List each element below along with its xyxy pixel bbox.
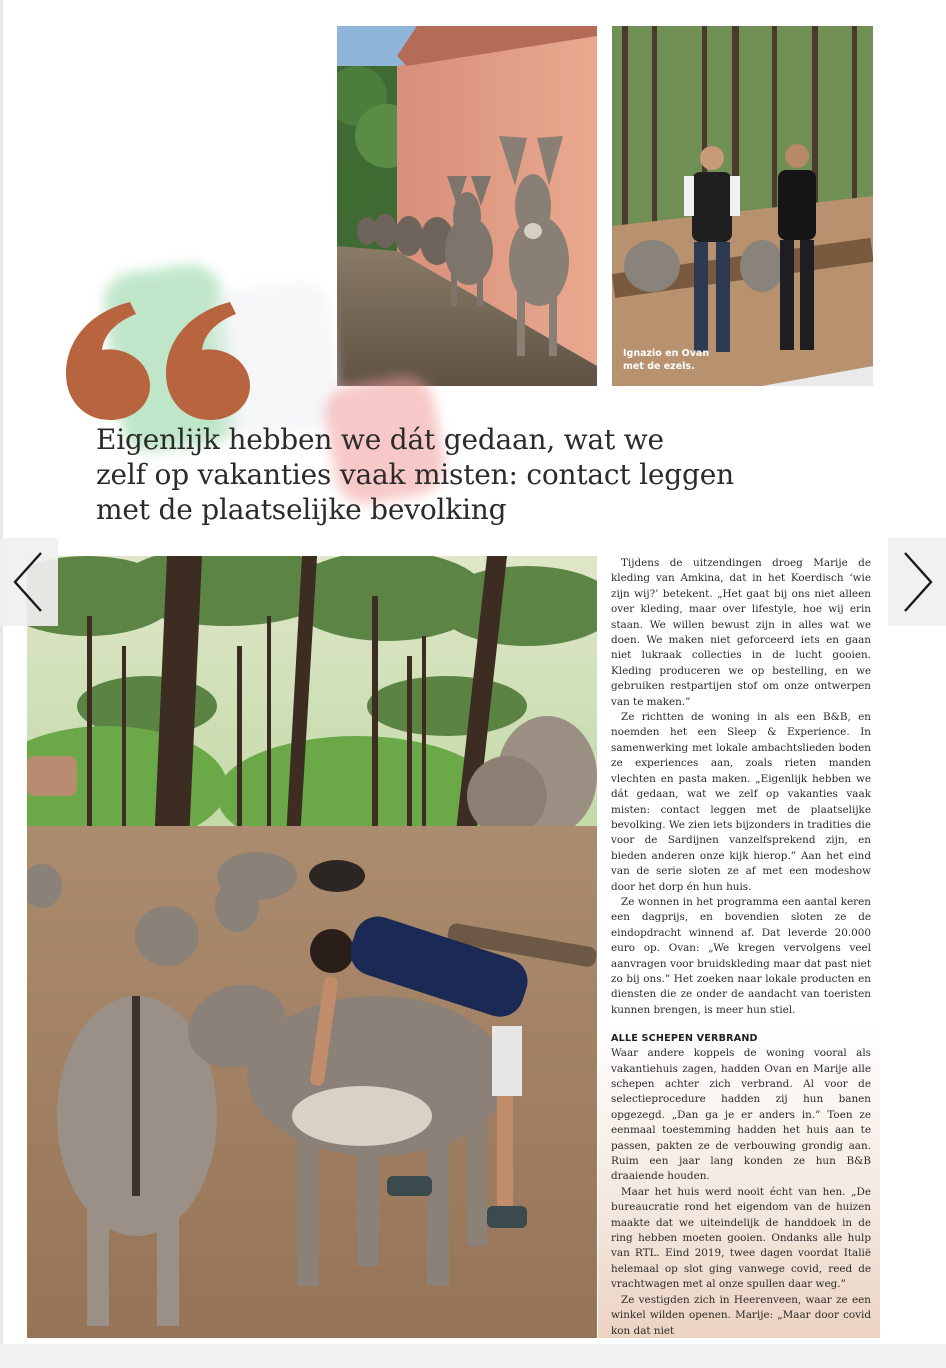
pull-quote-line: Eigenlijk hebben we dát gedaan, wat we: [96, 423, 664, 456]
article-paragraph: Ze wonnen in het programma een aantal keren een dagprijs, en bovendien sloten ze de eindopdracht winnend af. Dat leverde 20.000 euro op. Ovan: „We kregen vervolgens veel aanvragen voor bruidskleding maar dat past niet zo bij ons.” Het zoeken naar lokale producten en diensten die ze onder de aandacht van toeristen kunnen brengen, is meer hun stiel.: [611, 895, 871, 1016]
photo-caption: [623, 347, 743, 373]
photo-caption-line: met de ezels.: [623, 361, 695, 372]
previous-page-button[interactable]: [0, 538, 58, 626]
photo-caption-line: Ignazio en Ovan: [623, 348, 710, 359]
pull-quote: [96, 422, 756, 527]
chevron-right-icon: [897, 547, 937, 617]
quote-mark-icon: [64, 300, 260, 420]
pull-quote-line: zelf op vakanties vaak misten: contact leggen: [96, 458, 734, 491]
article-subheading: ALLE SCHEPEN VERBRAND: [611, 1033, 758, 1045]
page-bottom-margin: [0, 1344, 946, 1368]
article-paragraph: Waar andere koppels de woning vooral als vakantiehuis zagen, hadden Ovan en Marije alle schepen achter zich verbrand. Al voor de selectieprocedure hadden zij hun banen opgezegd. „Dan ga je er anders in.” Toen ze eenmaal toestemming hadden het huis aan te passen, pakten ze de verbouwing grondig aan. Ruim een jaar lang konden ze hun B&B draaiende houden.: [611, 1047, 871, 1183]
next-page-button[interactable]: [888, 538, 946, 626]
article-paragraph: Ze richtten de woning in als een B&B, en noemden het een Sleep & Experience. In samenwerking met lokale ambachtslieden boden ze experiences aan, zoals rieten manden vlechten en pasta maken. „Eigenlijk hebben we dát gedaan, wat we zelf op vakanties vaak misten: contact leggen met de plaatselijke bevolking. We zien iets bijzonders in tradities die voor de Sardijnen vanzelfsprekend zijn, en bieden anderen onze kijk hierop.” Aan het eind van de serie sloten ze af met een modeshow door het dorp én hun huis.: [611, 711, 871, 893]
photo-donkeys-by-wall: [337, 26, 597, 386]
article-body: [611, 556, 871, 1339]
page-edge: [0, 0, 3, 1368]
photo-men-with-donkeys: [612, 26, 873, 386]
article-paragraph: Tijdens de uitzendingen droeg Marije de kleding van Amkina, dat in het Koerdisch ‘wie zijn wij?’ betekent. „Het gaat bij ons niet alleen over kleding, maar over lifestyle, hoe wij erin staan. We willen bewust zijn in alles wat we doen. We maken niet geforceerd iets en gaan niet lukraak collecties in de lucht gooien. Kleding produceren we op bestelling, en we gebruiken restpartijen stof om onze ontwerpen van te maken.”: [611, 557, 871, 708]
article-paragraph: Ze vestigden zich in Heerenveen, waar ze een winkel wilden openen. Marije: „Maar door covid kon dat niet: [611, 1293, 871, 1337]
pull-quote-line: met de plaatselijke bevolking: [96, 493, 507, 526]
chevron-left-icon: [9, 547, 49, 617]
photo-girl-hugging-donkey: [27, 556, 597, 1338]
article-paragraph: Maar het huis werd nooit écht van hen. „De bureaucratie rond het eigendom van de huizen maakte dat we uiteindelijk de handdoek in de ring hebben moeten gooien. Ondanks alle hulp van RTL. Eind 2019, twee dagen voordat Italië helemaal op slot ging vanwege covid, reed de vrachtwagen met al onze spullen daar weg.”: [611, 1185, 871, 1291]
